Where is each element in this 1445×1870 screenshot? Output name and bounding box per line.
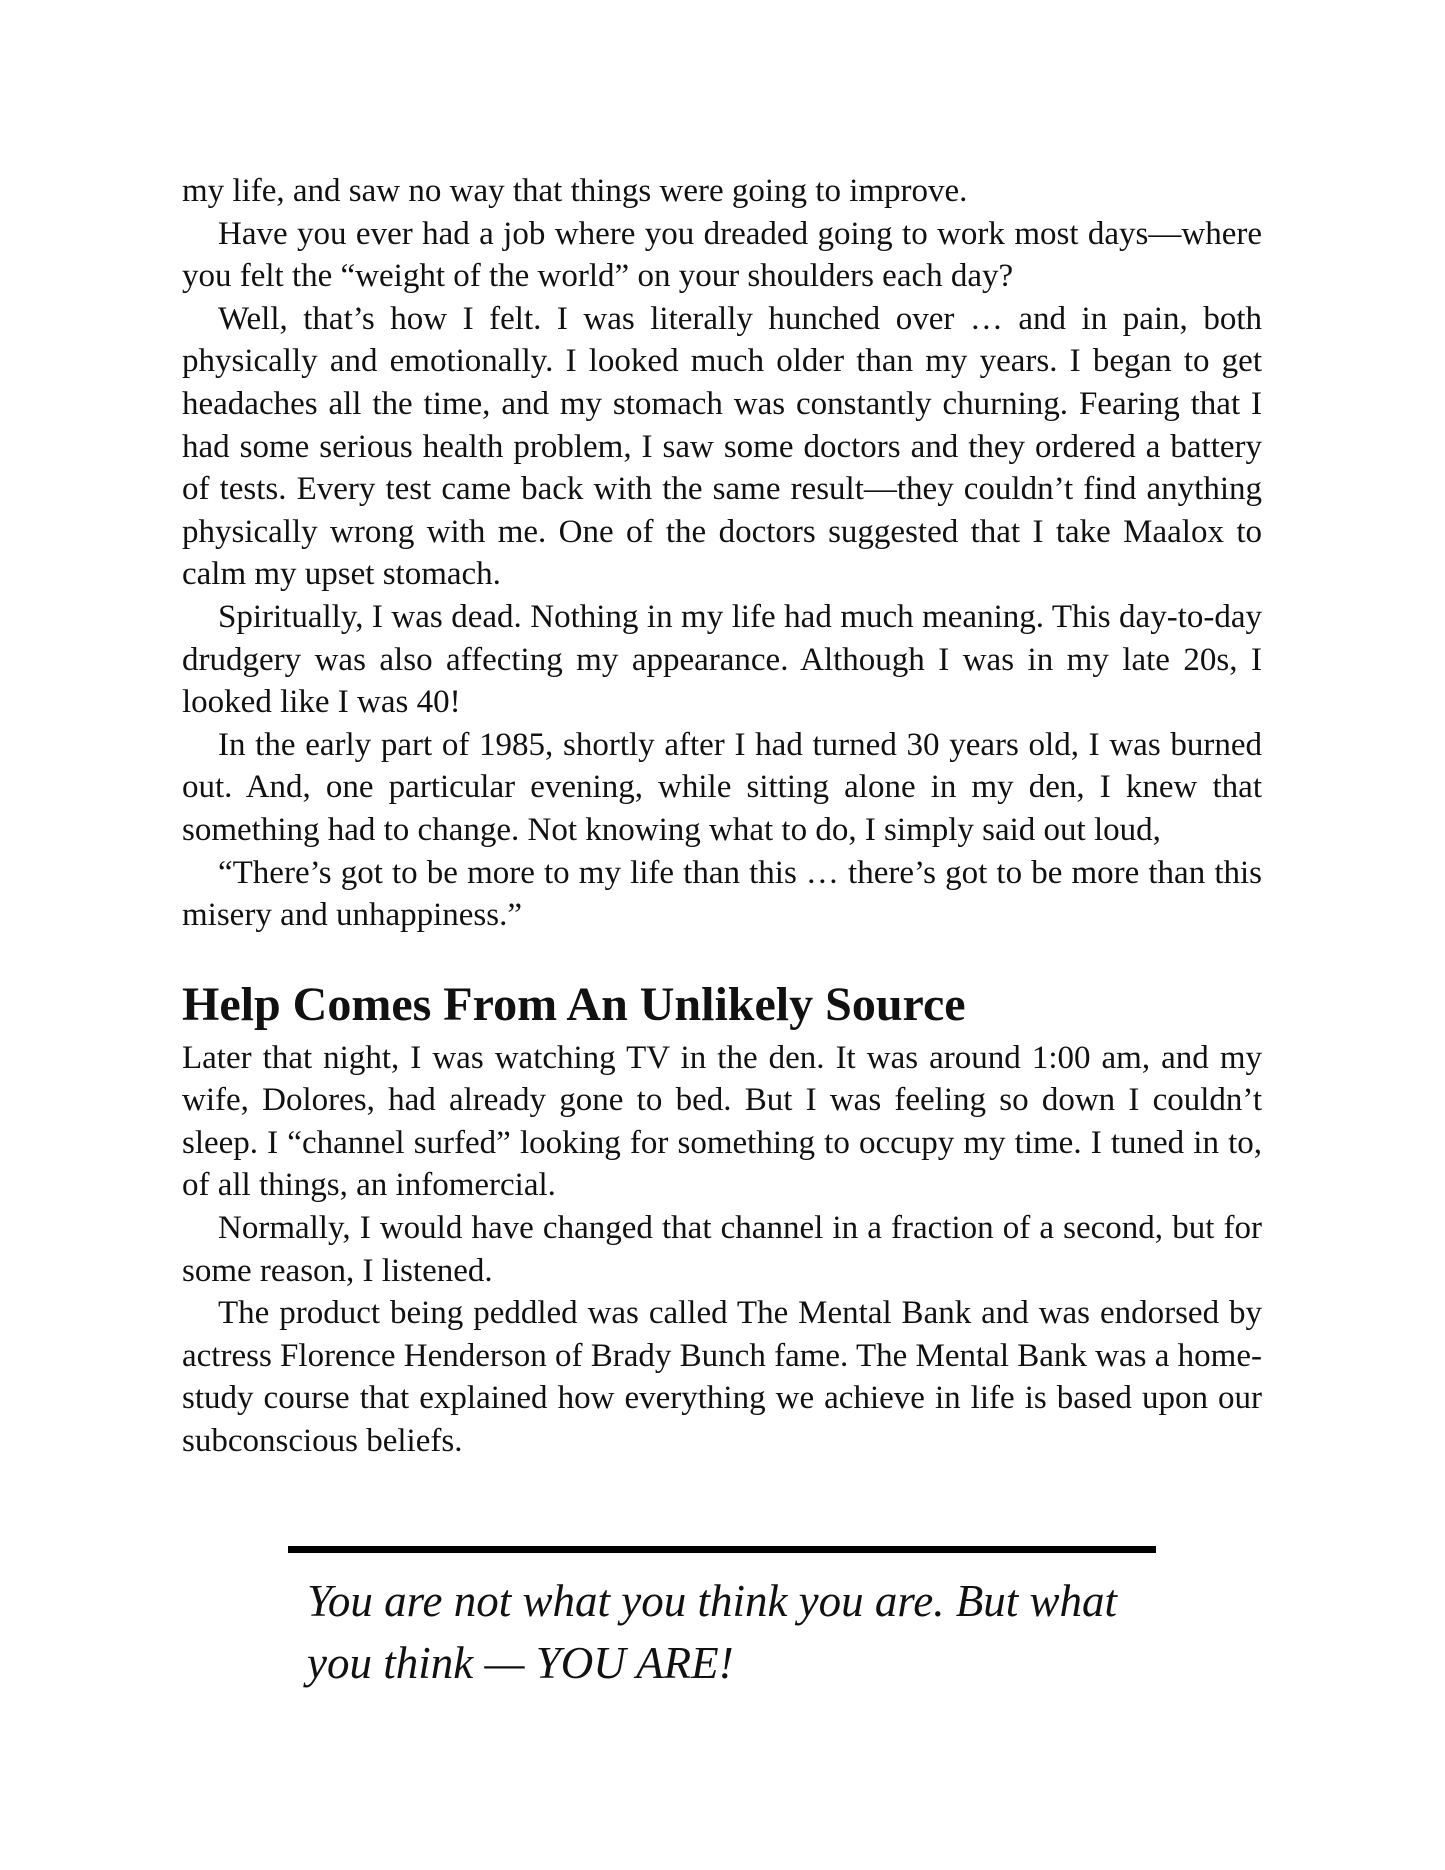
section-heading: Help Comes From An Unlikely Source [182,977,966,1031]
body-paragraph-4: Spiritually, I was dead. Nothing in my life had much meaning. This day-to-day drudgery was also affecting my appearance. Although I was in my late 20s, I looked like I was 40! [182,598,1262,721]
body-paragraph-5: In the early part of 1985, shortly after I had turned 30 years old, I was burned out. And, one particular evening, while sitting alone in my den, I knew that something had to change. Not knowing what to do, I simply said out loud, [182,726,1262,848]
body-paragraph-1: my life, and saw no way that things were going to improve. [182,173,968,209]
page-body [182,170,1262,1463]
pull-quote: You are not what you think you are. But what you think — YOU ARE! [307,1576,1117,1688]
body-paragraph-7: Later that night, I was watching TV in the den. It was around 1:00 am, and my wife, Dolores, had already gone to bed. But I was feeling so down I couldn’t sleep. I “channel surfed” looking for something to occupy my time. I tuned in to, of all things, an infomercial. [182,1039,1262,1204]
pull-quote-divider [288,1546,1156,1553]
body-paragraph-3: Well, that’s how I felt. I was literally hunched over … and in pain, both physically and emotionally. I looked much older than my years. I began to get headaches all the time, and my stomach was constantly churning. Fearing that I had some serious health problem, I saw some doctors and they ordered a battery of tests. Every test came back with the same result—they couldn’t find anything physically wrong with me. One of the doctors suggested that I take Maalox to calm my upset stomach. [182,300,1262,593]
body-paragraph-8: Normally, I would have changed that channel in a fraction of a second, but for some reason, I listened. [182,1210,1262,1289]
body-paragraph-9: The product being peddled was called The Mental Bank and was endorsed by actress Florence Henderson of Brady Bunch fame. The Mental Bank was a home-study course that explained how everything we achieve in life is based upon our subconscious beliefs. [182,1295,1262,1460]
body-paragraph-6: “There’s got to be more to my life than this … there’s got to be more than this misery and unhappiness.” [182,854,1262,934]
body-paragraph-2: Have you ever had a job where you dreaded going to work most days—where you felt the “weight of the world” on your shoulders each day? [182,215,1262,295]
